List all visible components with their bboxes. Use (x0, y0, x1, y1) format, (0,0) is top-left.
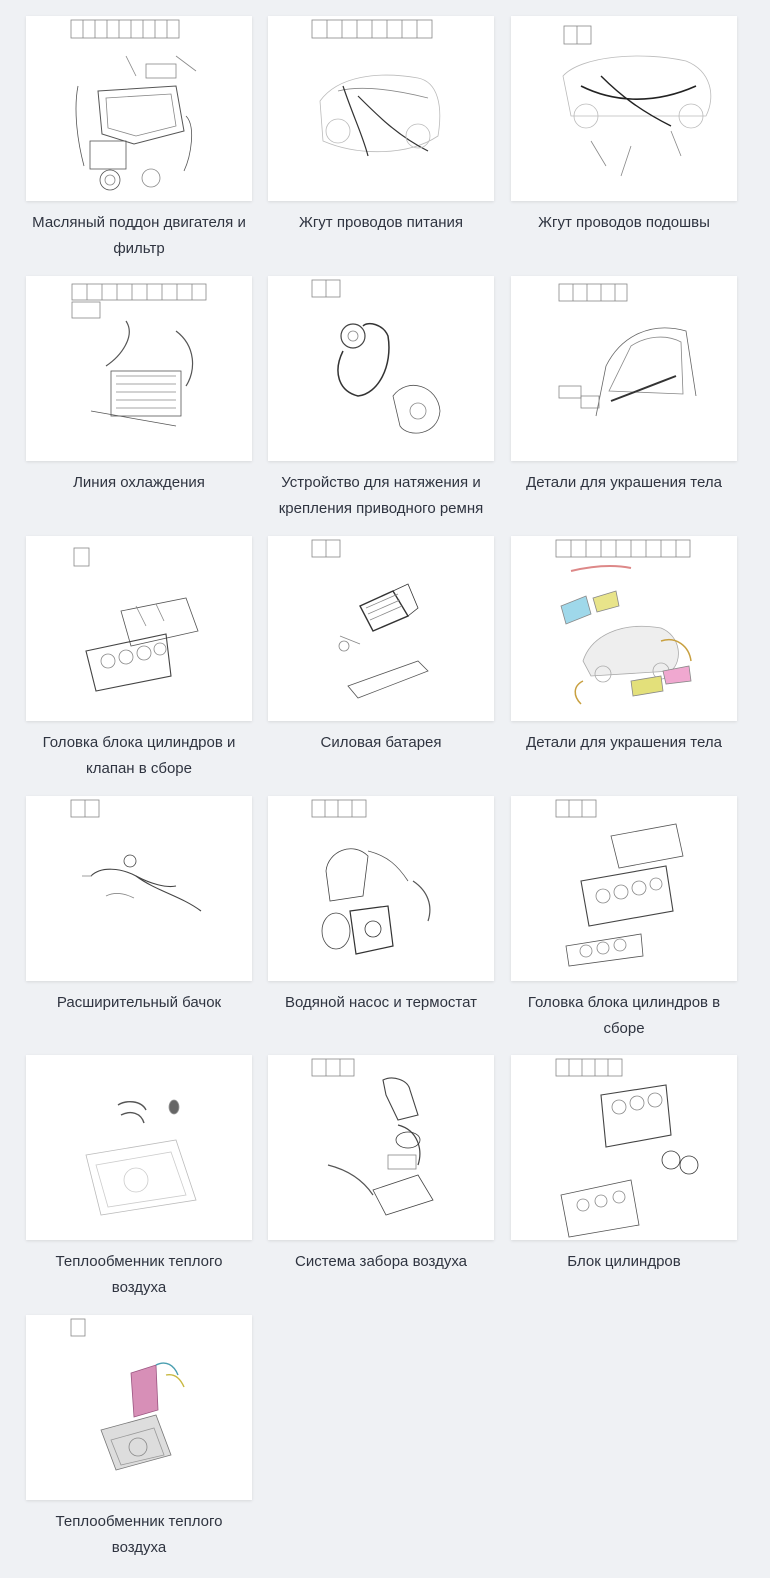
catalog-card-title: Детали для украшения тела (526, 734, 722, 751)
catalog-card-cylinder-head-valve[interactable] (26, 536, 252, 782)
expansion-tank-diagram-icon (26, 796, 252, 981)
catalog-card-belt-tensioner[interactable] (268, 276, 494, 522)
catalog-card-air-intake[interactable] (268, 1055, 494, 1275)
catalog-card-title: Устройство для натяжения и крепления приводного ремня (278, 474, 484, 517)
cylinder-head-valve-diagram-icon (26, 536, 252, 721)
catalog-card-title: Масляный поддон двигателя и фильтр (32, 214, 246, 257)
catalog-card-body-trim-color[interactable] (511, 536, 737, 756)
catalog-card-title: Блок цилиндров (567, 1253, 681, 1270)
catalog-card-water-pump[interactable] (268, 796, 494, 1016)
catalog-card-title: Теплообменник теплого воздуха (55, 1253, 223, 1296)
catalog-card-title: Водяной насос и термостат (284, 994, 478, 1011)
catalog-card-title: Жгут проводов питания (298, 214, 464, 231)
catalog-card-title: Линия охлаждения (73, 474, 205, 491)
water-pump-diagram-icon (268, 796, 494, 981)
catalog-card-floor-harness[interactable] (511, 16, 737, 236)
cylinder-block-diagram-icon (511, 1055, 737, 1240)
catalog-card-cylinder-head-assembly[interactable] (511, 796, 737, 1042)
catalog-card-title: Расширительный бачок (56, 994, 222, 1011)
catalog-card-title: Система забора воздуха (294, 1253, 468, 1270)
catalog-card-title: Жгут проводов подошвы (538, 214, 710, 231)
cylinder-head-assembly-diagram-icon (511, 796, 737, 981)
catalog-card-title: Головка блока цилиндров в сборе (527, 994, 721, 1037)
catalog-card-title: Теплообменник теплого воздуха (55, 1513, 223, 1556)
air-intake-diagram-icon (268, 1055, 494, 1240)
cooling-line-diagram-icon (26, 276, 252, 461)
catalog-card-power-battery[interactable] (268, 536, 494, 756)
catalog-card-heater-core-color[interactable] (26, 1315, 252, 1561)
catalog-card-oil-pan[interactable] (26, 16, 252, 262)
catalog-card-title: Головка блока цилиндров и клапан в сборе (42, 734, 236, 777)
body-trim-diagram-icon (511, 276, 737, 461)
catalog-card-heater-core[interactable] (26, 1055, 252, 1301)
oil-pan-diagram-icon (26, 16, 252, 201)
catalog-card-title: Силовая батарея (320, 734, 442, 751)
power-harness-diagram-icon (268, 16, 494, 201)
power-battery-diagram-icon (268, 536, 494, 721)
floor-harness-diagram-icon (511, 16, 737, 201)
catalog-card-cylinder-block[interactable] (511, 1055, 737, 1275)
catalog-card-body-trim[interactable] (511, 276, 737, 496)
catalog-card-title: Детали для украшения тела (526, 474, 722, 491)
catalog-card-cooling-line[interactable] (26, 276, 252, 496)
heater-core-color-diagram-icon (26, 1315, 252, 1500)
catalog-card-expansion-tank[interactable] (26, 796, 252, 1016)
body-trim-color-diagram-icon (511, 536, 737, 721)
heater-core-diagram-icon (26, 1055, 252, 1240)
catalog-card-power-harness[interactable] (268, 16, 494, 236)
belt-tensioner-diagram-icon (268, 276, 494, 461)
